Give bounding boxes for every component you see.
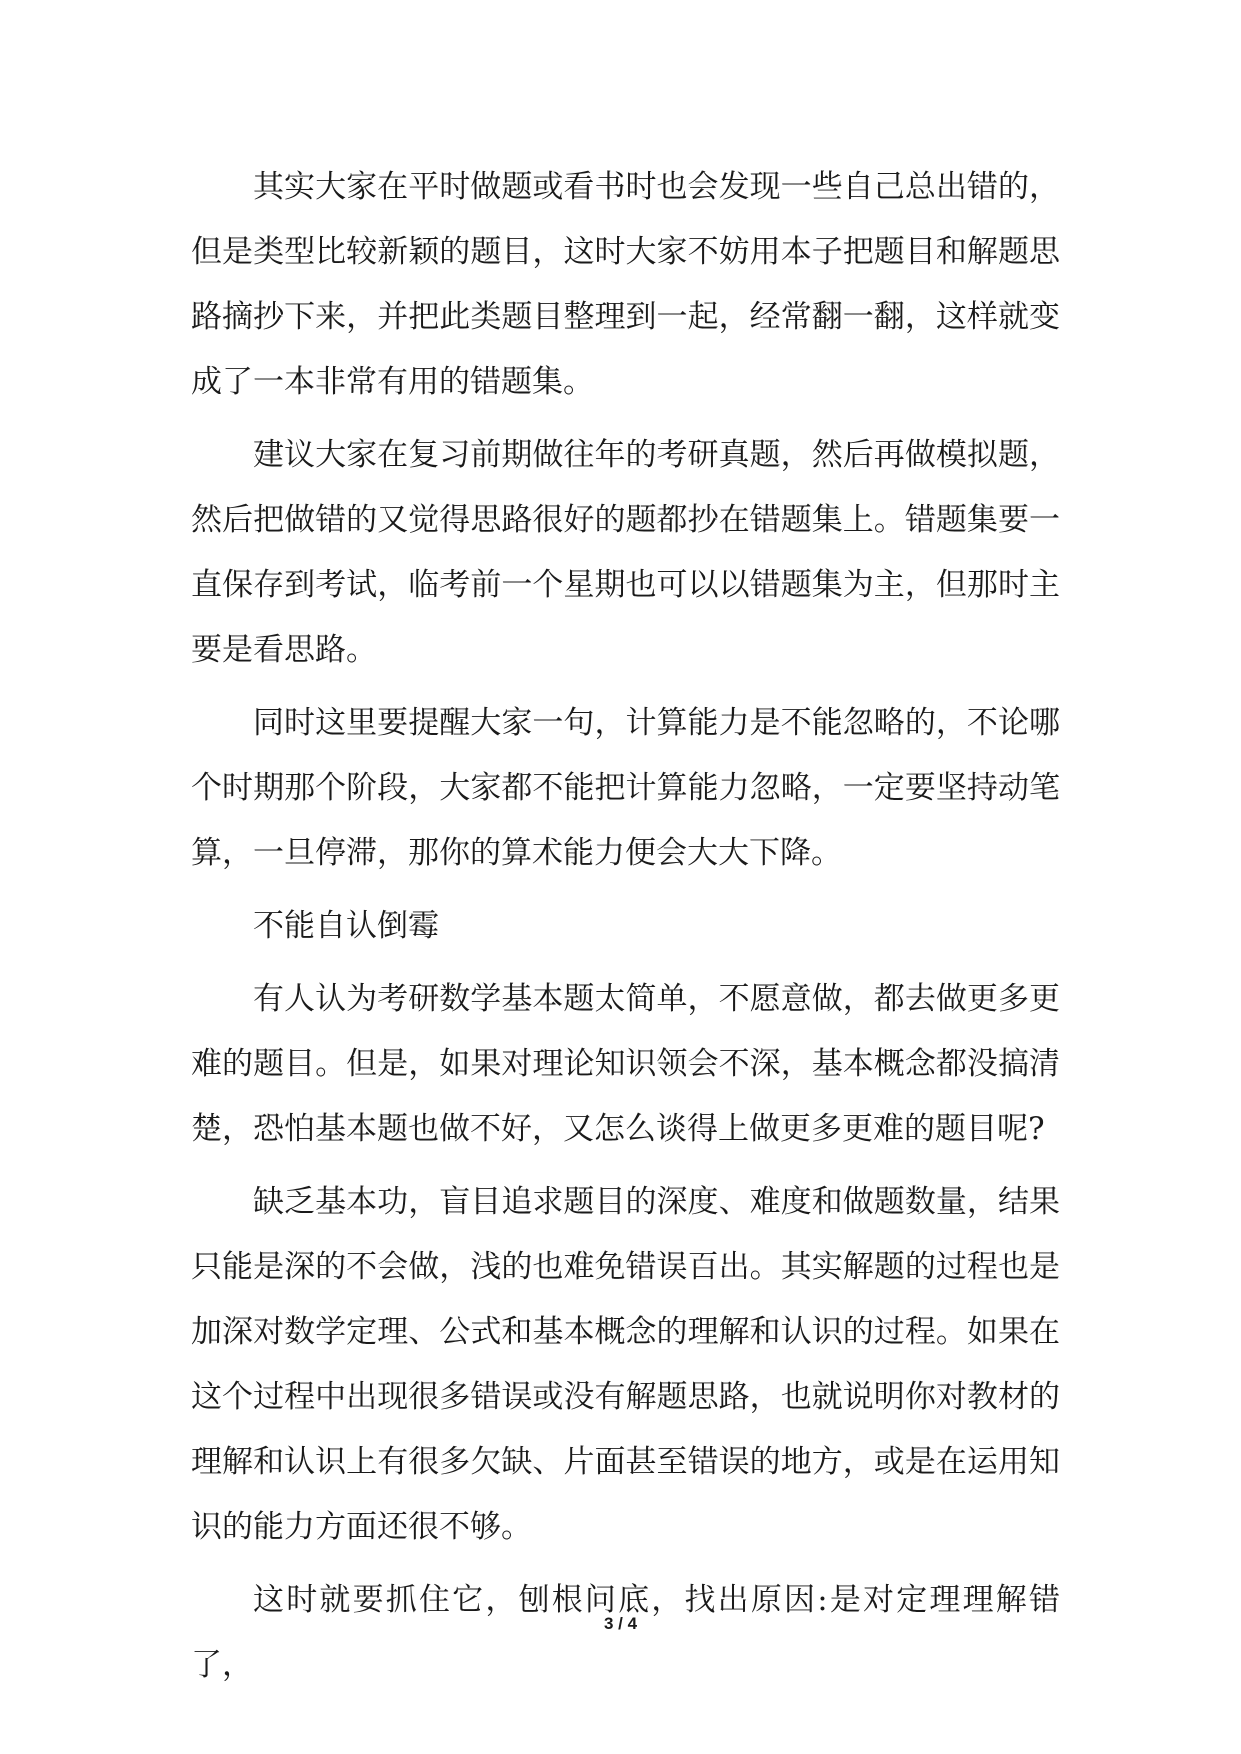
paragraph-1: 其实大家在平时做题或看书时也会发现一些自己总出错的，但是类型比较新颖的题目，这时大家不妨用本子把题目和解题思路摘抄下来，并把此类题目整理到一起，经常翻一翻，这样就变成了一本非常有用的错题集。: [191, 169, 1060, 400]
document-body: [191, 155, 1060, 1706]
page-number: 3 / 4: [603, 1614, 638, 1633]
paragraph-6: 这时就要抓住它，刨根问底，找出原因:是对定理理解错了，: [191, 1582, 1060, 1683]
paragraph-5: 缺乏基本功，盲目追求题目的深度、难度和做题数量，结果只能是深的不会做，浅的也难免错误百出。其实解题的过程也是加深对数学定理、公式和基本概念的理解和认识的过程。如果在这个过程中出现很多错误或没有解题思路，也就说明你对教材的理解和认识上有很多欠缺、片面甚至错误的地方，或是在运用知识的能力方面还很不够。: [191, 1184, 1060, 1545]
paragraph-3: 同时这里要提醒大家一句，计算能力是不能忽略的，不论哪个时期那个阶段，大家都不能把计算能力忽略，一定要坚持动笔算，一旦停滞，那你的算术能力便会大大下降。: [191, 705, 1060, 871]
section-heading: 不能自认倒霉: [253, 908, 439, 944]
paragraph-4: 有人认为考研数学基本题太简单，不愿意做，都去做更多更难的题目。但是，如果对理论知识领会不深，基本概念都没搞清楚，恐怕基本题也做不好，又怎么谈得上做更多更难的题目呢?: [191, 981, 1060, 1147]
paragraph-2: 建议大家在复习前期做往年的考研真题，然后再做模拟题，然后把做错的又觉得思路很好的题都抄在错题集上。错题集要一直保存到考试，临考前一个星期也可以以错题集为主，但那时主要是看思路。: [191, 437, 1060, 668]
